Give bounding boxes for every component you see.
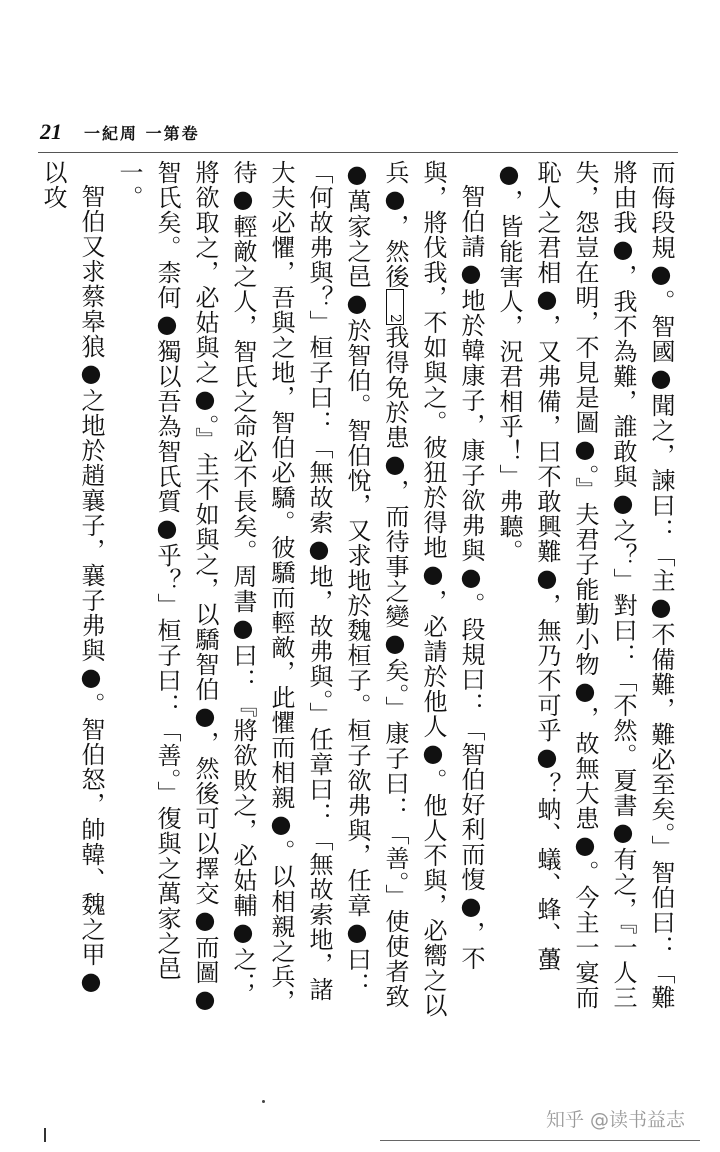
page-header xyxy=(40,116,200,148)
paragraph-2 xyxy=(110,160,490,1020)
paragraph-2-text-a: 智伯請●地於韓康子，康子欲弗與●。段規曰：「智伯好利而愎●，不與，將伐我，不如與之。彼狃於得地●，必請於他人●。他人不與，必嚮之以兵●，然後 xyxy=(381,160,485,1018)
vertical-text-body xyxy=(36,160,680,1020)
watermark-site: 知乎 xyxy=(546,1108,585,1131)
page-number: 21 xyxy=(40,119,62,144)
header-rule xyxy=(38,152,678,153)
scan-speck xyxy=(262,1100,265,1103)
bottom-rule xyxy=(380,1140,700,1141)
scan-edge-mark xyxy=(44,1128,46,1142)
watermark-author: @读书益志 xyxy=(590,1108,686,1131)
paragraph-2-text-b: 我得免於患●，而待事之變●矣。」康子曰：「善。」使使者致●萬家之邑●於智伯。智伯悅，又求地於魏桓子。桓子欲弗與，任章●曰：「何故弗與？」桓子曰：「無故索●地，故弗與。」任章曰：「無故索地，諸大夫必懼，吾與之地，智伯必驕。彼驕而輕敵，此懼而相親●。以相親之兵，待●輕敵之人，智氏之命必不長矣。周書●曰：『將欲敗之，必姑輔●之；將欲取之，必姑與之●。』主不如與之，以驕智伯●，然後可以擇交●而圖●智氏矣。柰何●獨以吾為智氏質●乎？」桓子曰：「善。」復與之萬家之邑一。 xyxy=(115,160,409,1014)
paragraph-3 xyxy=(36,160,110,1020)
watermark xyxy=(546,1100,685,1136)
paragraph-1-text: 而侮段規●。智國●聞之，諫曰：「主●不備難，難必至矣。」智伯曰：「難將由我●，我不為難，誰敢與●之？」對曰：「不然。夏書●有之，『一人三失，怨豈在明，不見是圖●。』夫君子能勤小物●，故無大患●。今主一宴而恥人之君相●，又弗備，曰不敢興難●，無乃不可乎●？蚋、蟻、蜂、蠆●，皆能害人，況君相乎！」弗聽。 xyxy=(495,160,675,1010)
running-title: 一紀周 一第卷 xyxy=(84,123,200,143)
paragraph-3-text: 智伯又求蔡皋狼●之地於趙襄子，襄子弗與●。智伯怒，帥韓、魏之甲●以攻 xyxy=(39,160,105,996)
paragraph-1 xyxy=(490,160,680,1020)
note-marker: 2 xyxy=(386,289,404,325)
